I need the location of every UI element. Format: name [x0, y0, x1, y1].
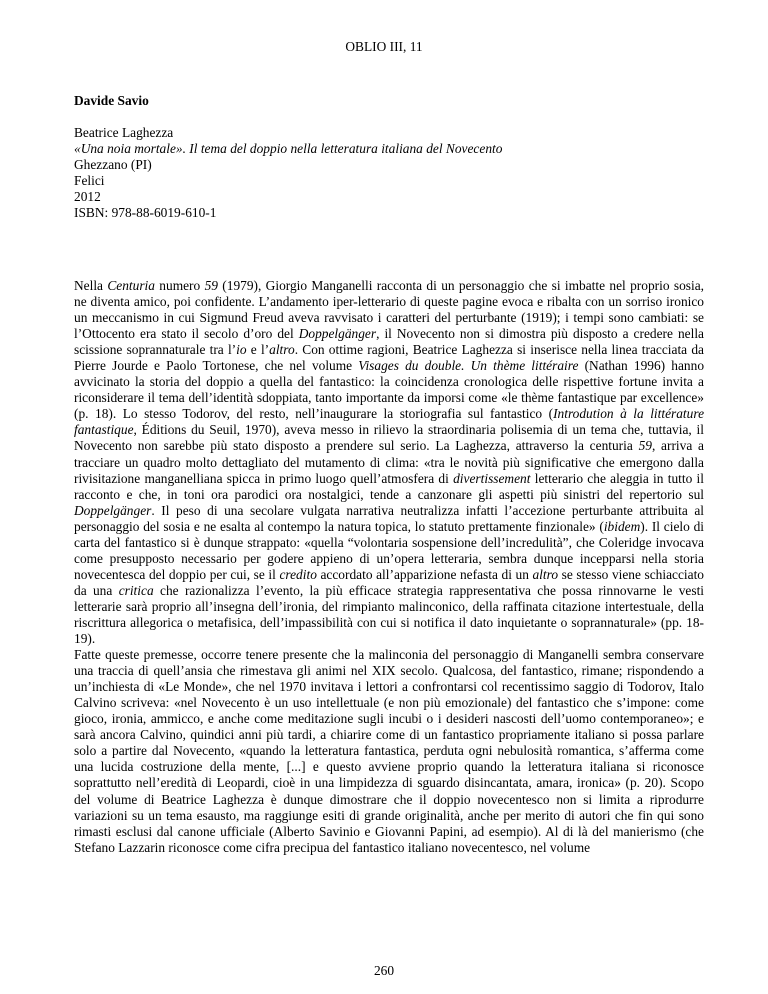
bibliographic-entry [74, 125, 704, 221]
book-isbn: ISBN: 978-88-6019-610-1 [74, 205, 217, 221]
book-year: 2012 [74, 189, 101, 205]
review-body [74, 278, 704, 856]
book-publisher: Felici [74, 173, 105, 189]
paragraph-2: Fatte queste premesse, occorre tenere presente che la malinconia del personaggio di Manganelli sembra conservare una traccia di quell’ansia che rimestava gli animi nel XIX secolo. Qualcosa, del fantastico, rimane; rispondendo a un’inchiesta di «Le Monde», che nel 1970 invitava i lettori a confrontarsi col recentissimo saggio di Todorov, Italo Calvino scriveva: «nel Novecento è un uso intellettuale (e non più emozionale) del fantastico che s’impone: come gioco, ironia, ammicco, e anche come meditazione sugli incubi o i desideri nascosti dell’uomo contemporaneo»; e sarà ancora Calvino, quindici anni più tardi, a chiarire come di un fantastico propriamente italiano si possa parlare solo a partire dal Novecento, «quando la letteratura fantastica, perduta ogni nebulosità romantica, s’afferma come una lucida costruzione della mente, [...] e questo avviene proprio quando la letteratura italiana si riconosce soprattutto nell’eredità di Leopardi, cioè in una limpidezza di sguardo disincantata, amara, ironica» (p. 20). Scopo del volume di Beatrice Laghezza è dunque dimostrare che il doppio novecentesco non si limita a riprodurre variazioni su un tema esausto, ma raggiunge esiti di grande originalità, anche per merito di autori che fin qui sono rimasti esclusi dal canone ufficiale (Alberto Savinio e Giovanni Papini, ad esempio). Al di là del manierismo (che Stefano Lazzarin riconosce come cifra precipua del fantastico italiano novecentesco, nel volume [74, 647, 704, 855]
book-author: Beatrice Laghezza [74, 125, 174, 140]
page-number: 260 [373, 963, 395, 978]
review-author: Davide Savio [74, 93, 149, 108]
book-city: Ghezzano (PI) [74, 157, 152, 173]
book-title: «Una noia mortale». Il tema del doppio nella letteratura italiana del Novecento [74, 141, 503, 157]
running-header: OBLIO III, 11 [345, 39, 423, 54]
paragraph-1: Nella Centuria numero 59 (1979), Giorgio Manganelli racconta di un personaggio che si imbatte nel proprio sosia, ne diventa amico, poi confidente. L’andamento iper-letterario di queste pagine evoca e ribalta con un sorriso ironico un meccanismo in cui Sigmund Freud aveva ravvisato i caratteri del perturbante (1919); i tempi sono cambiati: se l’Ottocento era stato il secolo d’oro del Doppelgänger, il Novecento non si dimostra più disposto a credere nella scissione soprannaturale tra l’io e l’altro. Con ottime ragioni, Beatrice Laghezza si inserisce nella linea tracciata da Pierre Jourde e Paolo Tortonese, che nel volume Visages du double. Un thème littéraire (Nathan 1996) hanno avvicinato la storia del doppio a quella del fantastico: la coincidenza cronologica delle rispettive fortune invita a riconsiderare il tema dell’identità sdoppiata, tanto importante da imporsi come «le thème fantastique par excellence» (p. 18). Lo stesso Todorov, del resto, nell’inaugurare la storiografia sul fantastico (Introdution à la littérature fantastique, Éditions du Seuil, 1970), aveva messo in rilievo la straordinaria polisemia di un tema che, tuttavia, il Novecento non sarebbe più stato disposto a prendere sul serio. La Laghezza, attraverso la centuria 59, arriva a tracciare un quadro molto dettagliato del mutamento di clima: «tra le novità più significative che emergono dalla rivisitazione manganelliana spicca in primo luogo quell’atmosfera di divertissement letterario che aleggia in tutto il racconto e che, in toni ora parodici ora nostalgici, tende a canzonare gli aspetti più sinistri del repertorio sul Doppelgänger. Il peso di una secolare vulgata narrativa neutralizza infatti l’accezione perturbante attribuita al personaggio del sosia e ne esalta al contempo la natura topica, lo statuto prettamente finzionale» (ibidem). Il cielo di carta del fantastico si è dunque strappato: «quella “volontaria sospensione dell’incredulità”, che Coleridge invocava come presupposto necessario per godere appieno di un’opera letteraria, sembra dunque incepparsi nella storia novecentesca del doppio per cui, se il credito accordato all’apparizione nefasta di un altro se stesso viene schiacciato da una critica che razionalizza l’evento, la più efficace strategia rappresentativa che possa rinnovarne le vesti letterarie sarà proprio all’insegna dell’ironia, del rimpianto malinconico, della raffinata citazione intertestuale, della riscrittura allegorica o metafisica, dell’impassibilità con cui si notifica il dato inquietante o soprannaturale» (pp. 18-19). [74, 278, 705, 647]
